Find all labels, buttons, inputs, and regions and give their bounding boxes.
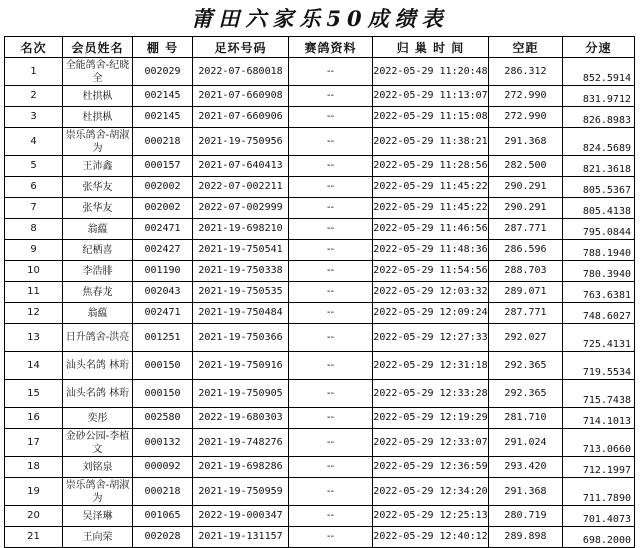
cell-race-info: -- [289,527,373,548]
table-row [5,128,635,156]
cell-distance: 287.771 [489,303,563,324]
cell-rank: 14 [5,352,63,380]
cell-distance: 290.291 [489,198,563,219]
cell-speed: 714.1013 [563,408,635,429]
cell-member: 张华友 [63,198,133,219]
cell-shed: 000150 [133,380,193,408]
cell-ring: 2022-07-002211 [193,177,289,198]
cell-race-info: -- [289,303,373,324]
cell-race-info: -- [289,352,373,380]
cell-rank: 3 [5,107,63,128]
cell-distance: 292.365 [489,352,563,380]
results-table [4,36,635,548]
cell-rank: 4 [5,128,63,156]
table-row [5,324,635,352]
cell-ring: 2021-07-640413 [193,156,289,177]
cell-arrival: 2022-05-29 11:54:56 [373,261,489,282]
cell-arrival: 2022-05-29 11:48:36 [373,240,489,261]
cell-race-info: -- [289,107,373,128]
cell-rank: 12 [5,303,63,324]
cell-ring: 2021-07-660908 [193,86,289,107]
cell-arrival: 2022-05-29 12:31:18 [373,352,489,380]
table-row [5,506,635,527]
cell-speed: 719.5534 [563,352,635,380]
page-title: 莆田六家乐50成绩表 [191,6,449,31]
cell-race-info: -- [289,324,373,352]
table-row [5,156,635,177]
cell-rank: 2 [5,86,63,107]
cell-shed: 002580 [133,408,193,429]
cell-arrival: 2022-05-29 12:09:24 [373,303,489,324]
cell-speed: 826.8983 [563,107,635,128]
cell-arrival: 2022-05-29 11:45:22 [373,198,489,219]
cell-member: 奕彤 [63,408,133,429]
header-row [5,37,635,58]
cell-distance: 293.420 [489,457,563,478]
cell-shed: 000150 [133,352,193,380]
cell-race-info: -- [289,457,373,478]
cell-rank: 8 [5,219,63,240]
cell-race-info: -- [289,128,373,156]
cell-speed: 795.0844 [563,219,635,240]
cell-arrival: 2022-05-29 12:36:59 [373,457,489,478]
table-row [5,457,635,478]
cell-distance: 286.312 [489,58,563,86]
table-row [5,219,635,240]
cell-shed: 002145 [133,107,193,128]
cell-rank: 16 [5,408,63,429]
cell-member: 李浩腓 [63,261,133,282]
cell-ring: 2021-19-750959 [193,478,289,506]
cell-distance: 291.024 [489,429,563,457]
table-row [5,86,635,107]
cell-ring: 2021-19-750956 [193,128,289,156]
cell-ring: 2022-07-680018 [193,58,289,86]
cell-race-info: -- [289,380,373,408]
cell-rank: 13 [5,324,63,352]
cell-arrival: 2022-05-29 12:25:13 [373,506,489,527]
cell-speed: 701.4073 [563,506,635,527]
col-header-distance: 空距 [489,37,563,58]
cell-rank: 18 [5,457,63,478]
cell-member: 杜拱枞 [63,107,133,128]
cell-member: 吴泽琳 [63,506,133,527]
cell-ring: 2021-19-750484 [193,303,289,324]
cell-member: 刘铭泉 [63,457,133,478]
cell-member: 张华友 [63,177,133,198]
col-header-rank: 名次 [5,37,63,58]
cell-shed: 002002 [133,198,193,219]
cell-speed: 712.1997 [563,457,635,478]
cell-ring: 2021-07-660906 [193,107,289,128]
cell-speed: 763.6381 [563,282,635,303]
cell-shed: 002145 [133,86,193,107]
cell-ring: 2021-19-698210 [193,219,289,240]
cell-shed: 002028 [133,527,193,548]
col-header-member: 会员姓名 [63,37,133,58]
table-row [5,240,635,261]
cell-shed: 000157 [133,156,193,177]
cell-ring: 2021-19-750535 [193,282,289,303]
cell-distance: 272.990 [489,86,563,107]
cell-shed: 002043 [133,282,193,303]
cell-speed: 824.5689 [563,128,635,156]
cell-ring: 2022-19-000347 [193,506,289,527]
cell-ring: 2022-19-680303 [193,408,289,429]
cell-arrival: 2022-05-29 11:15:08 [373,107,489,128]
cell-distance: 289.898 [489,527,563,548]
cell-race-info: -- [289,58,373,86]
cell-rank: 10 [5,261,63,282]
cell-arrival: 2022-05-29 11:13:07 [373,86,489,107]
cell-ring: 2021-19-748276 [193,429,289,457]
cell-arrival: 2022-05-29 12:33:07 [373,429,489,457]
col-header-race-info: 赛鸽资料 [289,37,373,58]
cell-race-info: -- [289,478,373,506]
cell-rank: 7 [5,198,63,219]
cell-speed: 831.9712 [563,86,635,107]
cell-speed: 805.4138 [563,198,635,219]
table-row [5,352,635,380]
cell-distance: 287.771 [489,219,563,240]
cell-distance: 292.027 [489,324,563,352]
cell-ring: 2021-19-750366 [193,324,289,352]
cell-ring: 2021-19-750916 [193,352,289,380]
cell-rank: 21 [5,527,63,548]
table-row [5,478,635,506]
cell-race-info: -- [289,408,373,429]
cell-shed: 002002 [133,177,193,198]
cell-shed: 001190 [133,261,193,282]
cell-ring: 2021-19-750905 [193,380,289,408]
cell-ring: 2021-19-131157 [193,527,289,548]
cell-distance: 288.703 [489,261,563,282]
cell-arrival: 2022-05-29 11:45:22 [373,177,489,198]
cell-arrival: 2022-05-29 12:19:29 [373,408,489,429]
cell-race-info: -- [289,156,373,177]
cell-arrival: 2022-05-29 12:40:12 [373,527,489,548]
col-header-shed: 棚 号 [133,37,193,58]
cell-shed: 000218 [133,128,193,156]
cell-rank: 11 [5,282,63,303]
cell-rank: 19 [5,478,63,506]
cell-member: 汕头名鸽 林珩 [63,352,133,380]
cell-distance: 282.500 [489,156,563,177]
table-row [5,58,635,86]
cell-rank: 20 [5,506,63,527]
cell-member: 焦春龙 [63,282,133,303]
table-row [5,107,635,128]
cell-race-info: -- [289,86,373,107]
cell-member: 王向荣 [63,527,133,548]
cell-arrival: 2022-05-29 12:03:32 [373,282,489,303]
cell-distance: 289.071 [489,282,563,303]
cell-speed: 780.3940 [563,261,635,282]
cell-speed: 725.4131 [563,324,635,352]
table-row [5,408,635,429]
cell-speed: 715.7438 [563,380,635,408]
cell-distance: 291.368 [489,478,563,506]
table-row [5,282,635,303]
cell-shed: 002427 [133,240,193,261]
cell-arrival: 2022-05-29 11:28:56 [373,156,489,177]
cell-member: 翁藴 [63,303,133,324]
cell-speed: 852.5914 [563,58,635,86]
cell-member: 金砂公园-李植文 [63,429,133,457]
cell-arrival: 2022-05-29 11:20:48 [373,58,489,86]
cell-shed: 001065 [133,506,193,527]
cell-rank: 9 [5,240,63,261]
cell-member: 崇乐鸽舍-胡淑为 [63,128,133,156]
cell-distance: 291.368 [489,128,563,156]
cell-rank: 15 [5,380,63,408]
cell-race-info: -- [289,506,373,527]
cell-distance: 272.990 [489,107,563,128]
cell-member: 翁藴 [63,219,133,240]
cell-speed: 821.3618 [563,156,635,177]
cell-rank: 17 [5,429,63,457]
col-header-arrival: 归 巢 时 间 [373,37,489,58]
col-header-speed: 分速 [563,37,635,58]
cell-speed: 748.6027 [563,303,635,324]
cell-distance: 292.365 [489,380,563,408]
cell-member: 纪栖喜 [63,240,133,261]
cell-distance: 286.596 [489,240,563,261]
cell-speed: 788.1940 [563,240,635,261]
cell-arrival: 2022-05-29 12:33:28 [373,380,489,408]
cell-arrival: 2022-05-29 11:38:21 [373,128,489,156]
table-row [5,177,635,198]
table-row [5,303,635,324]
cell-race-info: -- [289,261,373,282]
cell-speed: 711.7890 [563,478,635,506]
cell-ring: 2022-07-002999 [193,198,289,219]
cell-shed: 000132 [133,429,193,457]
cell-shed: 002029 [133,58,193,86]
cell-member: 王沛鑫 [63,156,133,177]
cell-shed: 001251 [133,324,193,352]
cell-member: 崇乐鸽舍-胡淑为 [63,478,133,506]
col-header-ring: 足环号码 [193,37,289,58]
cell-shed: 002471 [133,219,193,240]
cell-arrival: 2022-05-29 11:46:56 [373,219,489,240]
cell-ring: 2021-19-750541 [193,240,289,261]
cell-shed: 000092 [133,457,193,478]
cell-ring: 2021-19-750338 [193,261,289,282]
cell-speed: 805.5367 [563,177,635,198]
cell-shed: 000218 [133,478,193,506]
cell-speed: 698.2000 [563,527,635,548]
cell-shed: 002471 [133,303,193,324]
cell-race-info: -- [289,177,373,198]
cell-arrival: 2022-05-29 12:34:20 [373,478,489,506]
cell-distance: 290.291 [489,177,563,198]
cell-member: 日升鸽舍-洪亮 [63,324,133,352]
cell-distance: 280.719 [489,506,563,527]
cell-rank: 5 [5,156,63,177]
cell-rank: 6 [5,177,63,198]
cell-race-info: -- [289,429,373,457]
cell-arrival: 2022-05-29 12:27:33 [373,324,489,352]
table-row [5,380,635,408]
cell-member: 全能鸽舍-纪晓全 [63,58,133,86]
table-row [5,261,635,282]
cell-member: 汕头名鸽 林珩 [63,380,133,408]
cell-member: 杜拱枞 [63,86,133,107]
cell-race-info: -- [289,240,373,261]
cell-ring: 2021-19-698286 [193,457,289,478]
cell-race-info: -- [289,198,373,219]
cell-rank: 1 [5,58,63,86]
cell-race-info: -- [289,282,373,303]
cell-distance: 281.710 [489,408,563,429]
cell-race-info: -- [289,219,373,240]
table-row [5,527,635,548]
table-row [5,429,635,457]
table-row [5,198,635,219]
cell-speed: 713.0660 [563,429,635,457]
